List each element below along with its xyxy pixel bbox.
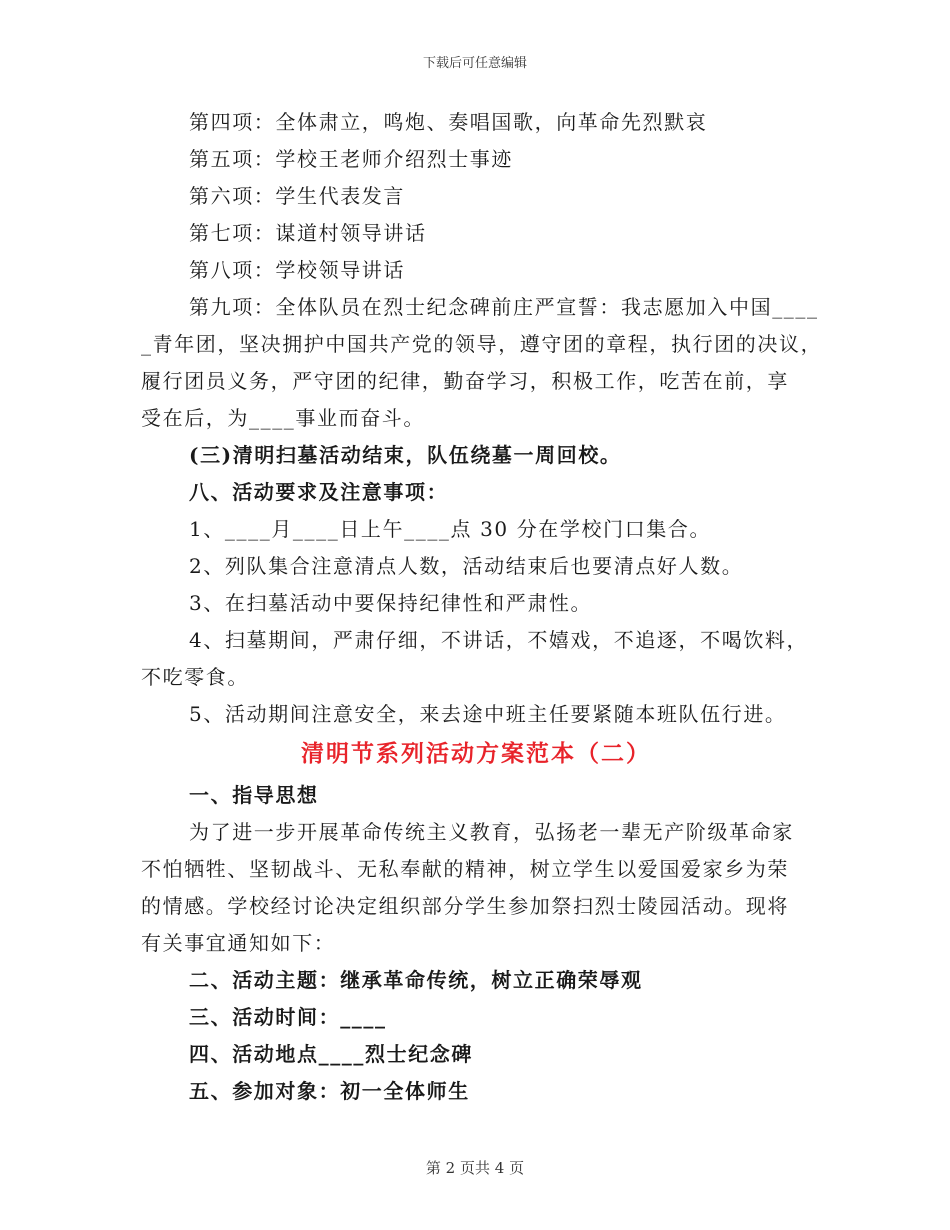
requirement-3: 3、在扫墓活动中要保持纪律性和严肃性。: [189, 591, 593, 615]
heading-time: 三、活动时间：____: [189, 1005, 387, 1029]
heading-location: 四、活动地点____烈士纪念碑: [189, 1042, 473, 1066]
requirement-5: 5、活动期间注意安全，来去途中班主任要紧随本班队伍行进。: [189, 702, 787, 726]
requirement-1: 1、____月____日上午____点 30 分在学校门口集合。: [189, 517, 712, 541]
requirement-2: 2、列队集合注意清点人数，活动结束后也要清点好人数。: [189, 554, 744, 578]
page-footer: 第 2 页共 4 页: [425, 1159, 525, 1177]
item-6: 第六项：学生代表发言: [189, 184, 405, 208]
item-9-line-1: 第九项：全体队员在烈士纪念碑前庄严宣誓：我志愿加入中国____: [189, 295, 819, 319]
page-header: 下载后可任意编辑: [422, 56, 527, 71]
item-9-line-2: _青年团，坚决拥护中国共产党的领导，遵守团的章程，执行团的决议，: [141, 332, 823, 356]
paragraph-line-2: 不怕牺牲、坚韧战斗、无私奉献的精神，树立学生以爱国爱家乡为荣: [141, 857, 789, 881]
item-9-line-4: 受在后，为____事业而奋斗。: [141, 406, 425, 430]
document-body: [141, 104, 823, 1110]
item-7: 第七项：谋道村领导讲话: [189, 221, 427, 245]
section-3-end: (三)清明扫墓活动结束，队伍绕墓一周回校。: [189, 443, 622, 467]
item-4: 第四项：全体肃立，鸣炮、奏唱国歌，向革命先烈默哀: [189, 110, 708, 134]
paragraph-line-4: 有关事宜通知如下：: [141, 931, 336, 955]
document-title: 清明节系列活动方案范本（二）: [301, 740, 651, 767]
item-5: 第五项：学校王老师介绍烈士事迹: [189, 147, 513, 171]
item-9-line-3: 履行团员义务，严守团的纪律，勤奋学习，积极工作，吃苦在前，享: [141, 369, 789, 393]
paragraph-line-3: 的情感。学校经讨论决定组织部分学生参加祭扫烈士陵园活动。现将: [141, 894, 789, 918]
item-8: 第八项：学校领导讲话: [189, 258, 405, 282]
heading-theme: 二、活动主题：继承革命传统，树立正确荣辱观: [189, 968, 643, 992]
heading-participants: 五、参加对象：初一全体师生: [189, 1079, 470, 1103]
paragraph-line-1: 为了进一步开展革命传统主义教育，弘扬老一辈无产阶级革命家: [189, 820, 794, 844]
requirement-4-line-2: 不吃零食。: [141, 665, 249, 689]
section-8-heading: 八、活动要求及注意事项：: [189, 480, 449, 504]
heading-guiding-thought: 一、指导思想: [189, 783, 319, 807]
requirement-4-line-1: 4、扫墓期间，严肃仔细，不讲话，不嬉戏，不追逐，不喝饮料，: [189, 628, 809, 652]
